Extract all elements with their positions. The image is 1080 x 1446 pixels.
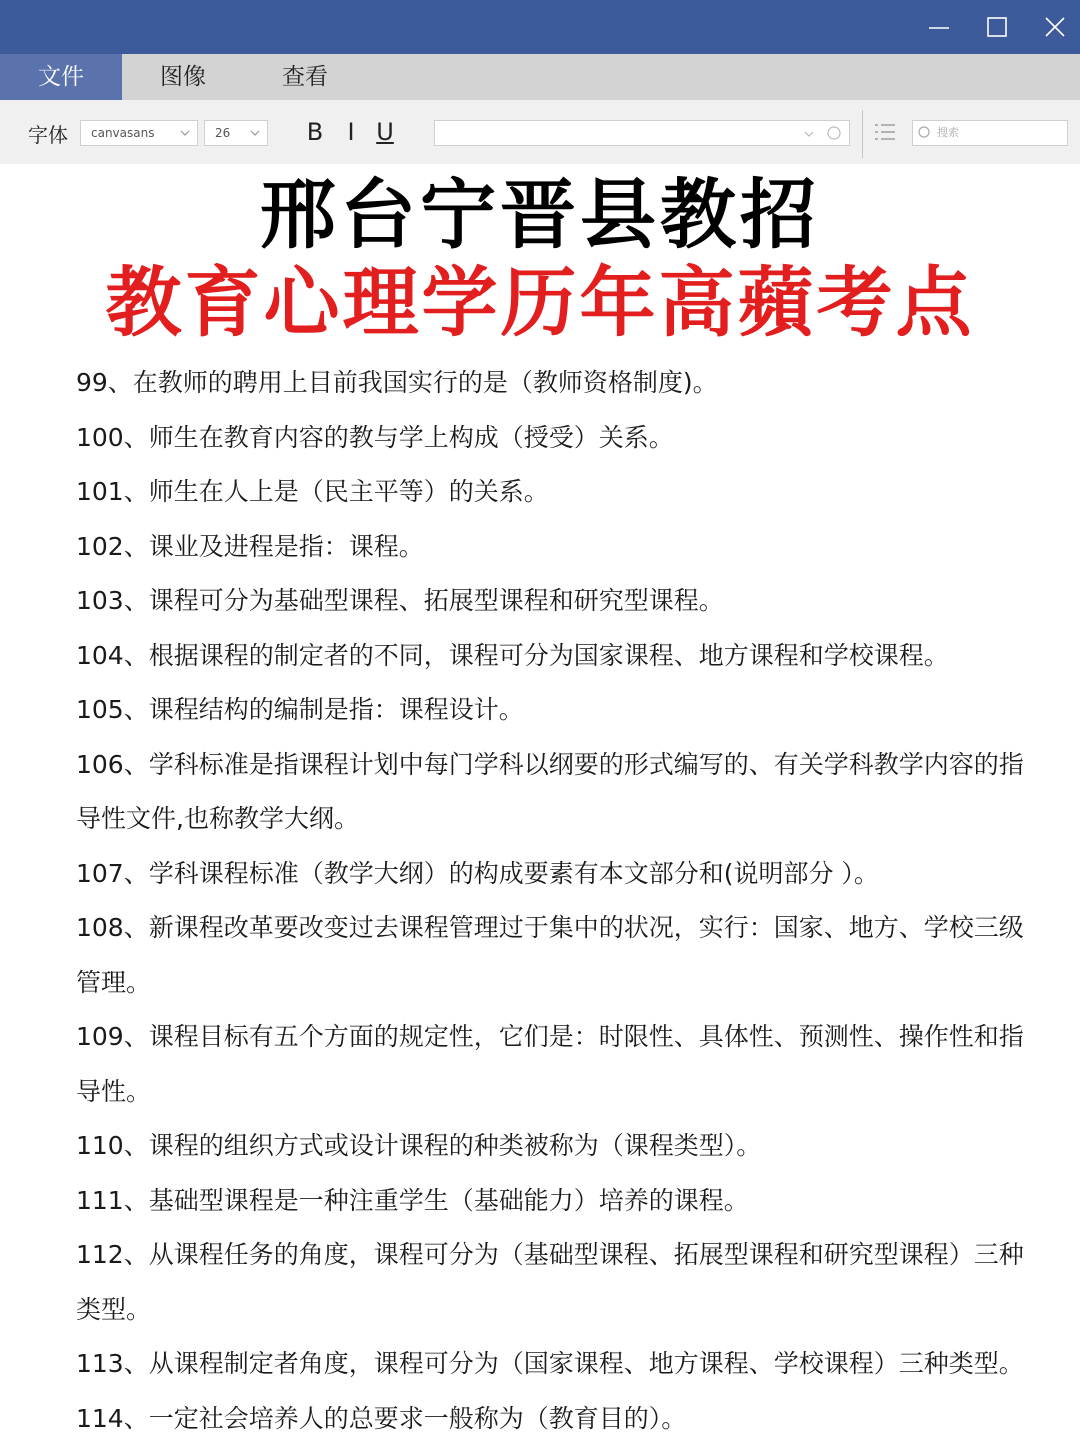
list-item: 106、学科标准是指课程计划中每门学科以纲要的形式编写的、有关学科教学内容的指导性文件,也称教学大纲。 bbox=[76, 738, 1026, 847]
document-body bbox=[76, 356, 1026, 1446]
menu-image[interactable]: 图像 bbox=[122, 54, 244, 100]
close-button[interactable] bbox=[1028, 0, 1080, 54]
list-item: 101、师生在人上是（民主平等）的关系。 bbox=[76, 465, 1026, 520]
close-icon bbox=[1044, 16, 1066, 38]
title-bar bbox=[0, 0, 1080, 54]
list-item: 104、根据课程的制定者的不同，课程可分为国家课程、地方课程和学校课程。 bbox=[76, 629, 1026, 684]
search-placeholder: 搜索 bbox=[937, 126, 959, 139]
list-item: 102、课业及进程是指：课程。 bbox=[76, 520, 1026, 575]
italic-button[interactable]: I bbox=[336, 116, 366, 148]
list-item: 107、学科课程标准（教学大纲）的构成要素有本文部分和(说明部分 ）。 bbox=[76, 847, 1026, 902]
font-label: 字体 bbox=[28, 119, 68, 148]
toolbar-divider bbox=[862, 110, 863, 158]
menu-view[interactable]: 查看 bbox=[244, 54, 366, 100]
underline-button[interactable]: U bbox=[370, 116, 400, 148]
list-item: 113、从课程制定者角度，课程可分为（国家课程、地方课程、学校课程）三种类型。 bbox=[76, 1337, 1026, 1392]
style-combo-input[interactable] bbox=[434, 120, 850, 146]
list-item: 105、课程结构的编制是指：课程设计。 bbox=[76, 683, 1026, 738]
document-subtitle: 教育心理学历年高蘋考点 bbox=[0, 258, 1080, 348]
list-item: 111、基础型课程是一种注重学生（基础能力）培养的课程。 bbox=[76, 1174, 1026, 1229]
list-item: 103、课程可分为基础型课程、拓展型课程和研究型课程。 bbox=[76, 574, 1026, 629]
chevron-down-icon bbox=[803, 128, 815, 140]
maximize-icon bbox=[986, 16, 1008, 38]
toolbar bbox=[0, 100, 1080, 164]
list-item: 108、新课程改革要改变过去课程管理过于集中的状况，实行：国家、地方、学校三级管理。 bbox=[76, 901, 1026, 1010]
font-size-value: 26 bbox=[215, 126, 230, 140]
chevron-down-icon bbox=[179, 127, 191, 139]
menu-file[interactable]: 文件 bbox=[0, 54, 122, 100]
list-item: 110、课程的组织方式或设计课程的种类被称为（课程类型）。 bbox=[76, 1119, 1026, 1174]
minimize-button[interactable] bbox=[912, 0, 966, 54]
search-input[interactable] bbox=[912, 120, 1068, 146]
menu-bar bbox=[0, 54, 1080, 100]
font-size-select[interactable] bbox=[204, 120, 268, 146]
minimize-icon bbox=[928, 16, 950, 38]
search-icon bbox=[918, 126, 932, 140]
list-item: 114、一定社会培养人的总要求一般称为（教育目的）。 bbox=[76, 1392, 1026, 1446]
list-icon[interactable] bbox=[874, 122, 896, 144]
font-family-value: canvasans bbox=[91, 126, 154, 140]
document-title: 邢台宁晋县教招 bbox=[0, 172, 1080, 258]
chevron-down-icon bbox=[249, 127, 261, 139]
bold-button[interactable]: B bbox=[300, 116, 330, 148]
font-family-select[interactable] bbox=[80, 120, 198, 146]
list-item: 109、课程目标有五个方面的规定性，它们是：时限性、具体性、预测性、操作性和指导性。 bbox=[76, 1010, 1026, 1119]
refresh-icon bbox=[825, 124, 843, 142]
list-item: 112、从课程任务的角度，课程可分为（基础型课程、拓展型课程和研究型课程）三种类型。 bbox=[76, 1228, 1026, 1337]
maximize-button[interactable] bbox=[970, 0, 1024, 54]
list-item: 100、师生在教育内容的教与学上构成（授受）关系。 bbox=[76, 411, 1026, 466]
list-item: 99、在教师的聘用上目前我国实行的是（教师资格制度)。 bbox=[76, 356, 1026, 411]
